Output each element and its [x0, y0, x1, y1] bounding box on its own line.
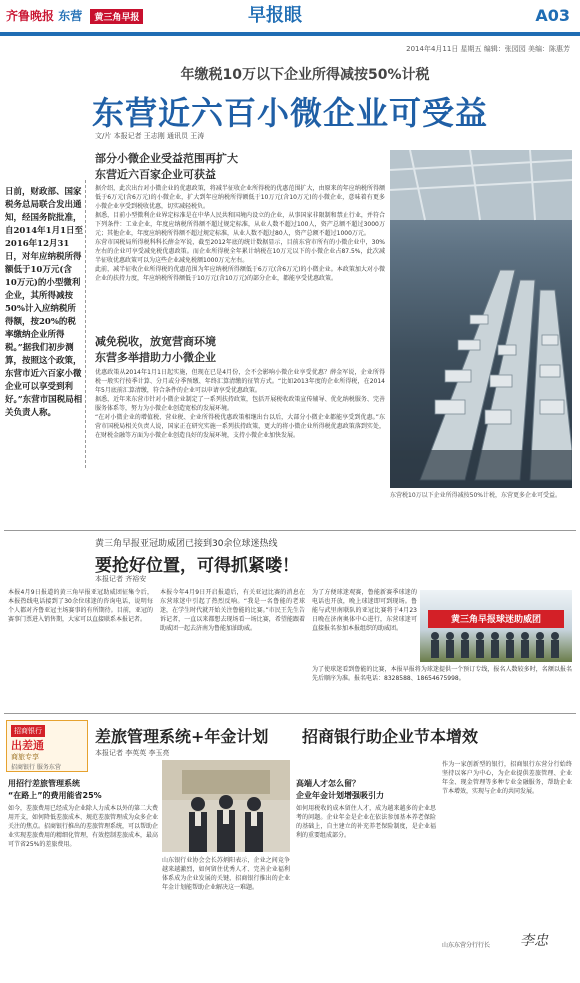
lead-headline: 东营近六百小微企业可受益	[91, 94, 488, 132]
lead-para-2: 据悉，目前小型微利企业界定标准是在中华人民共和国境内设立的企业，从事国家非限制和禁止行业，并符合下列条件：工业企业，年度应纳税所得额不超过规定标准，从业人数不超过100人，资产总额不超过3000万元；其他企业，年度应纳税所得额不超过规定标准，从业人数不超过80人，资产总额不超过1000万元。	[95, 212, 385, 237]
bank-ad-line1: 出差通	[11, 739, 44, 752]
factory-photo	[390, 150, 572, 488]
signature: 李忠	[520, 933, 548, 949]
story3-sub1: 用招行差旅管理系统	[8, 779, 80, 788]
fans-banner-text: 黄三角早报球迷助威团	[450, 615, 541, 625]
story3-col3: 如何用税收的成本留住人才，成为越来越多的企业思考的问题。企业年金是企业在依法参加基本养老保险的基础上，自主建立的补充养老保险制度，是企业福利的重要组成部分。	[296, 805, 436, 839]
story3-byline: 本报记者 李英英 李玉亮	[95, 749, 170, 757]
dateline: 2014年4月11日 星期五 编辑：张园园 美编：陈惠芳	[406, 45, 570, 53]
story3-sub2b: 企业年金计划增强吸引力	[296, 791, 384, 800]
lead-subhead-1a: 部分小微企业受益范围再扩大	[95, 152, 238, 165]
bank-ad-line3: 招商银行 服务东营	[11, 764, 61, 771]
section-divider-1	[4, 530, 576, 531]
lead-para-7: “在对小微企业的增值税、营业税、企业所得税优惠政策相继出台以后，大部分小微企业都能享受到优惠。”东营市国税局相关负责人说，国家正在研究实施一系列扶持政策，更大的将小微企业所得税优惠政策落到实处，在财税金融等方面为小微企业创造良好的发展环境，支持小微企业加快发展。	[95, 414, 385, 439]
lead-subhead-2a: 减免税收，放宽营商环境	[95, 335, 216, 348]
edition-name: 东营	[58, 9, 83, 23]
story3-col1: 如今，差旅费用已经成为企业除人力成本以外的第二大费用开支，如何降低差旅成本、规范差旅管理成为众多企业关注的焦点。招商银行推出的差旅管理系统，可以帮助企业实现差旅费用的精细化管理，有效控制差旅成本，最高可节省25%的差旅费用。	[8, 805, 158, 848]
masthead	[0, 0, 580, 32]
lead-para-6: 据悉，近年来东营市针对小微企业制定了一系列扶持政策，包括开展税收政策宣传辅导、优化纳税服务、完善服务体系等，努力为小微企业创造宽松的发展环境。	[95, 396, 385, 412]
story2-col3: 为了方便球迷观赛，鲁能新赛季球迷的电话也开放，晚上球迷即可到现场。鲁能与武里南联队的亚冠比赛将于4月23日晚在济南奥体中心进行，东营球迷可直接报名参加本报组织的助威团。	[312, 589, 417, 632]
lead-kicker: 年缴税10万以下企业所得减按50%计税	[180, 67, 430, 83]
lead-para-1: 据介绍，此次出台对小微企业的优惠政策，将减半征收企业所得税的优惠范围扩大，由原来的年应纳税所得额低于6万元(含6万元)的小微企业，扩大到年应纳税所得额低于10万元(含10万元)的小微企业，意味着有更多小微企业享受到税收优惠，切实减轻税负。	[95, 185, 385, 210]
story3-headline-right: 招商银行助企业节本增效	[302, 727, 479, 746]
paper-name: 齐鲁晚报	[6, 9, 55, 23]
signature-label: 山东东营分行行长	[442, 942, 491, 949]
lead-body-2	[95, 368, 385, 526]
story3-col4: 作为一家创新型的银行，招商银行东营分行始终坚持以客户为中心，为企业提供差旅管理、企业年金、现金管理等多种专业金融服务，帮助企业节本增效，实现与企业的共同发展。	[442, 761, 572, 795]
paper-logo	[6, 7, 143, 24]
bank-ad-line2: 商旅专享	[11, 753, 39, 761]
story2-col2: 本报今年4月9日开启报道后，有关亚冠比赛的消息在东营球迷中引起了热烈反响。“我是一名鲁能的老球迷，在学生时代就开始关注鲁能的比赛。”市民王先生告诉记者，一直以来都想去现场看一场比赛，希望能跟着助威团一起去济南为鲁能加油助威。	[160, 589, 305, 632]
lead-para-3: 东营市国税局所得税科科长薛金军说，截至2012年底的统计数据显示，目前东营市所有的小微企业中，30%左右的企业可享受减免税优惠政策。而企业所得税全年累计纳税在10万元以下的小微企业占87.5%，此次减半征收优惠政策可以为这些企业减免税额1000万元左右。	[95, 239, 385, 264]
bank-ad	[6, 720, 88, 772]
story2-kicker: 黄三角早报亚冠助威团已接到30余位球迷热线	[95, 539, 278, 549]
bank-ad-badge: 招商银行	[11, 725, 45, 737]
story2-col4: 为了使球迷看到鲁能的比赛，本报早报将为球迷提供一个预订专线，报名人数较多时，名额以报名先后顺序为准。报名电话：8328588、18654675998。	[312, 666, 572, 682]
section-title: 早报眼	[248, 5, 302, 26]
lead-subhead-1b: 东营近六百家企业可获益	[95, 168, 216, 181]
lead-body-1	[95, 184, 385, 319]
lead-para-4: 此前，减半征收企业所得税的优惠范围为年应纳税所得额低于6万元(含6万元)的小微企业。本政策加大对小微企业的扶持力度，年应纳税所得额低于10万元(含10万元)的部分企业，都能享受优惠政策。	[95, 266, 385, 282]
section-divider-2	[4, 713, 576, 714]
story2-headline: 要抢好位置，可得抓紧喽！	[95, 556, 299, 576]
story3-sub1b: “在路上”的费用能省25%	[8, 791, 102, 800]
edition-slogan: 黄三角早报	[90, 9, 143, 24]
factory-illustration	[390, 150, 572, 488]
lead-byline: 文/片 本报记者 王志刚 通讯员 王涛	[95, 132, 205, 140]
fans-illustration	[420, 590, 572, 662]
story3-sub2: 高端人才怎么留？	[296, 779, 360, 788]
bank-photo-illustration	[162, 760, 290, 852]
story3-headline-left: 差旅管理系统+年金计划	[95, 727, 269, 746]
lead-para-5: 优惠政策从2014年1月1日起实施，但现在已是4月份，会不会影响小微企业享受优惠？薛金军说，企业所得税一般实行按季计算、分月或分季预缴、年终汇算清缴的征管方式。“比如2013年度的企业所得税，在2014年5月底前汇算清缴，符合条件的企业可以申请享受优惠政策。	[95, 369, 385, 394]
story2-col1: 本报4月9日报道的黄三角早报亚冠助威团征集令后，本报热线电话接到了30余位球迷的咨询电话，说明每个人都对齐鲁亚冠主场赛事的有所期待。目前，亚冠的赛事门票进入销售期，大家可以直接联系本报记者。	[8, 589, 153, 623]
masthead-rule	[0, 32, 580, 36]
story3-col2: 山东银行业协会会长苏炳阳表示，企业之间竞争越来越激烈，如何留住优秀人才、完善企业福利体系成为企业发展的关键，招商银行推出的企业年金计划能帮助企业解决这一难题。	[162, 857, 290, 891]
lead-subhead-2b: 东营多举措助力小微企业	[95, 351, 216, 364]
story2-byline: 本报记者 齐裕安	[95, 575, 147, 583]
lead-photo-caption: 东营税10万以下企业所得减按50%计税，东营更多企业可受益。	[390, 492, 561, 499]
bank-photo	[162, 760, 290, 852]
page-number: A03	[535, 6, 570, 25]
fans-photo	[420, 590, 572, 662]
lead-sidebar-text: 日前，财政部、国家税务总局联合发出通知，经国务院批准，自2014年1月1日至2016年12月31日，对年应纳税所得额低于10万元(含10万元)的小型微利企业，其所得减按50%计入应纳税所得额，按20%的税率缴纳企业所得税。”据我们初步测算，按照这个政策，东营市近六百家小微企业可以享受到利好。”东营市国税局相关负责人称。	[5, 187, 83, 418]
